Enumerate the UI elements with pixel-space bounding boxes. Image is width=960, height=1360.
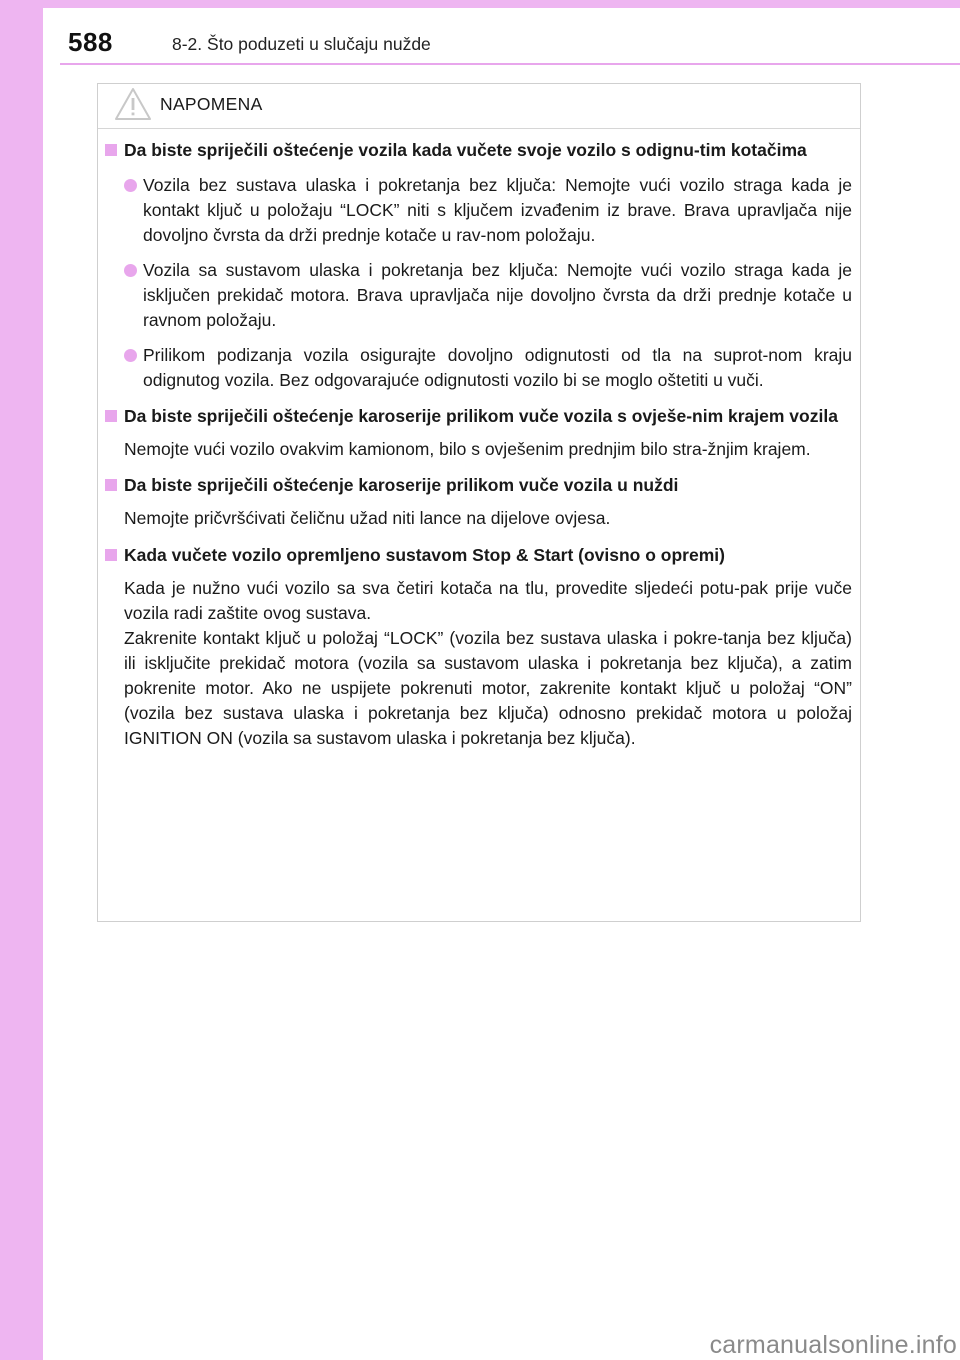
- list-item: Vozila sa sustavom ulaska i pokretanja bez ključa: Nemojte vući vozilo straga kada je isključen prekidač motora. Brava upravljača nije dovoljno čvrsta da drži prednje kotače u ravnom položaju.: [124, 258, 852, 333]
- circle-bullet-icon: [124, 179, 137, 192]
- square-bullet-icon: [105, 479, 117, 491]
- section-heading: Da biste spriječili oštećenje vozila kada vučete svoje vozilo s odignu-tim kotačima: [105, 138, 852, 163]
- watermark: carmanualsonline.info: [709, 1331, 957, 1359]
- notice-title: NAPOMENA: [160, 94, 263, 114]
- list-item: Vozila bez sustava ulaska i pokretanja bez ključa: Nemojte vući vozilo straga kada je kontakt ključ u položaju “LOCK” niti s ključem izvađenim iz brave. Brava upravljača nije dovoljno čvrsta da drži prednje kotače u rav-nom položaju.: [124, 173, 852, 248]
- paragraph: Kada je nužno vući vozilo sa sva četiri kotača na tlu, provedite sljedeći potu-pak prije vuče vozila radi zaštite ovog sustava.: [124, 578, 852, 623]
- square-bullet-icon: [105, 549, 117, 561]
- header-divider: [60, 63, 960, 65]
- notice-content: [98, 138, 860, 751]
- side-color-band: [0, 0, 43, 1360]
- section-title: 8-2. Što poduzeti u slučaju nužde: [172, 34, 431, 54]
- square-bullet-icon: [105, 410, 117, 422]
- circle-bullet-icon: [124, 264, 137, 277]
- list-item: Prilikom podizanja vozila osigurajte dovoljno odignutosti od tla na suprot-nom kraju odignutog vozila. Bez odgovarajuće odignutosti vozilo bi se moglo oštetiti u vuči.: [124, 343, 852, 393]
- notice-header: [98, 84, 860, 129]
- square-bullet-icon: [105, 144, 117, 156]
- section-heading: Kada vučete vozilo opremljeno sustavom Stop & Start (ovisno o opremi): [105, 543, 852, 568]
- paragraph: Zakrenite kontakt ključ u položaj “LOCK” (vozila bez sustava ulaska i pokre-tanja bez ključa) ili isključite prekidač motora (vozila sa sustavom ulaska i pokretanja bez ključa), a zatim pokrenite motor. Ako ne uspijete pokrenuti motor, zakrenite kontakt ključ u položaj “ON” (vozila bez sustava ulaska i pokretanja bez ključa) odnosno prekidač motora u položaj IGNITION ON (vozila sa sustavom ulaska i pokretanja bez ključa).: [124, 628, 852, 748]
- paragraph: Nemojte pričvršćivati čeličnu užad niti lance na dijelove ovjesa.: [124, 508, 611, 528]
- section-heading: Da biste spriječili oštećenje karoserije prilikom vuče vozila u nuždi: [105, 473, 852, 498]
- notice-box: [97, 83, 861, 922]
- circle-bullet-icon: [124, 349, 137, 362]
- page-number: 588: [68, 27, 113, 57]
- top-color-band: [43, 0, 960, 8]
- warning-triangle-icon: [113, 86, 153, 122]
- paragraph: Nemojte vući vozilo ovakvim kamionom, bilo s ovješenim prednjim bilo stra-žnjim krajem.: [124, 439, 811, 459]
- section-heading: Da biste spriječili oštećenje karoserije prilikom vuče vozila s ovješe-nim krajem vozila: [105, 404, 852, 429]
